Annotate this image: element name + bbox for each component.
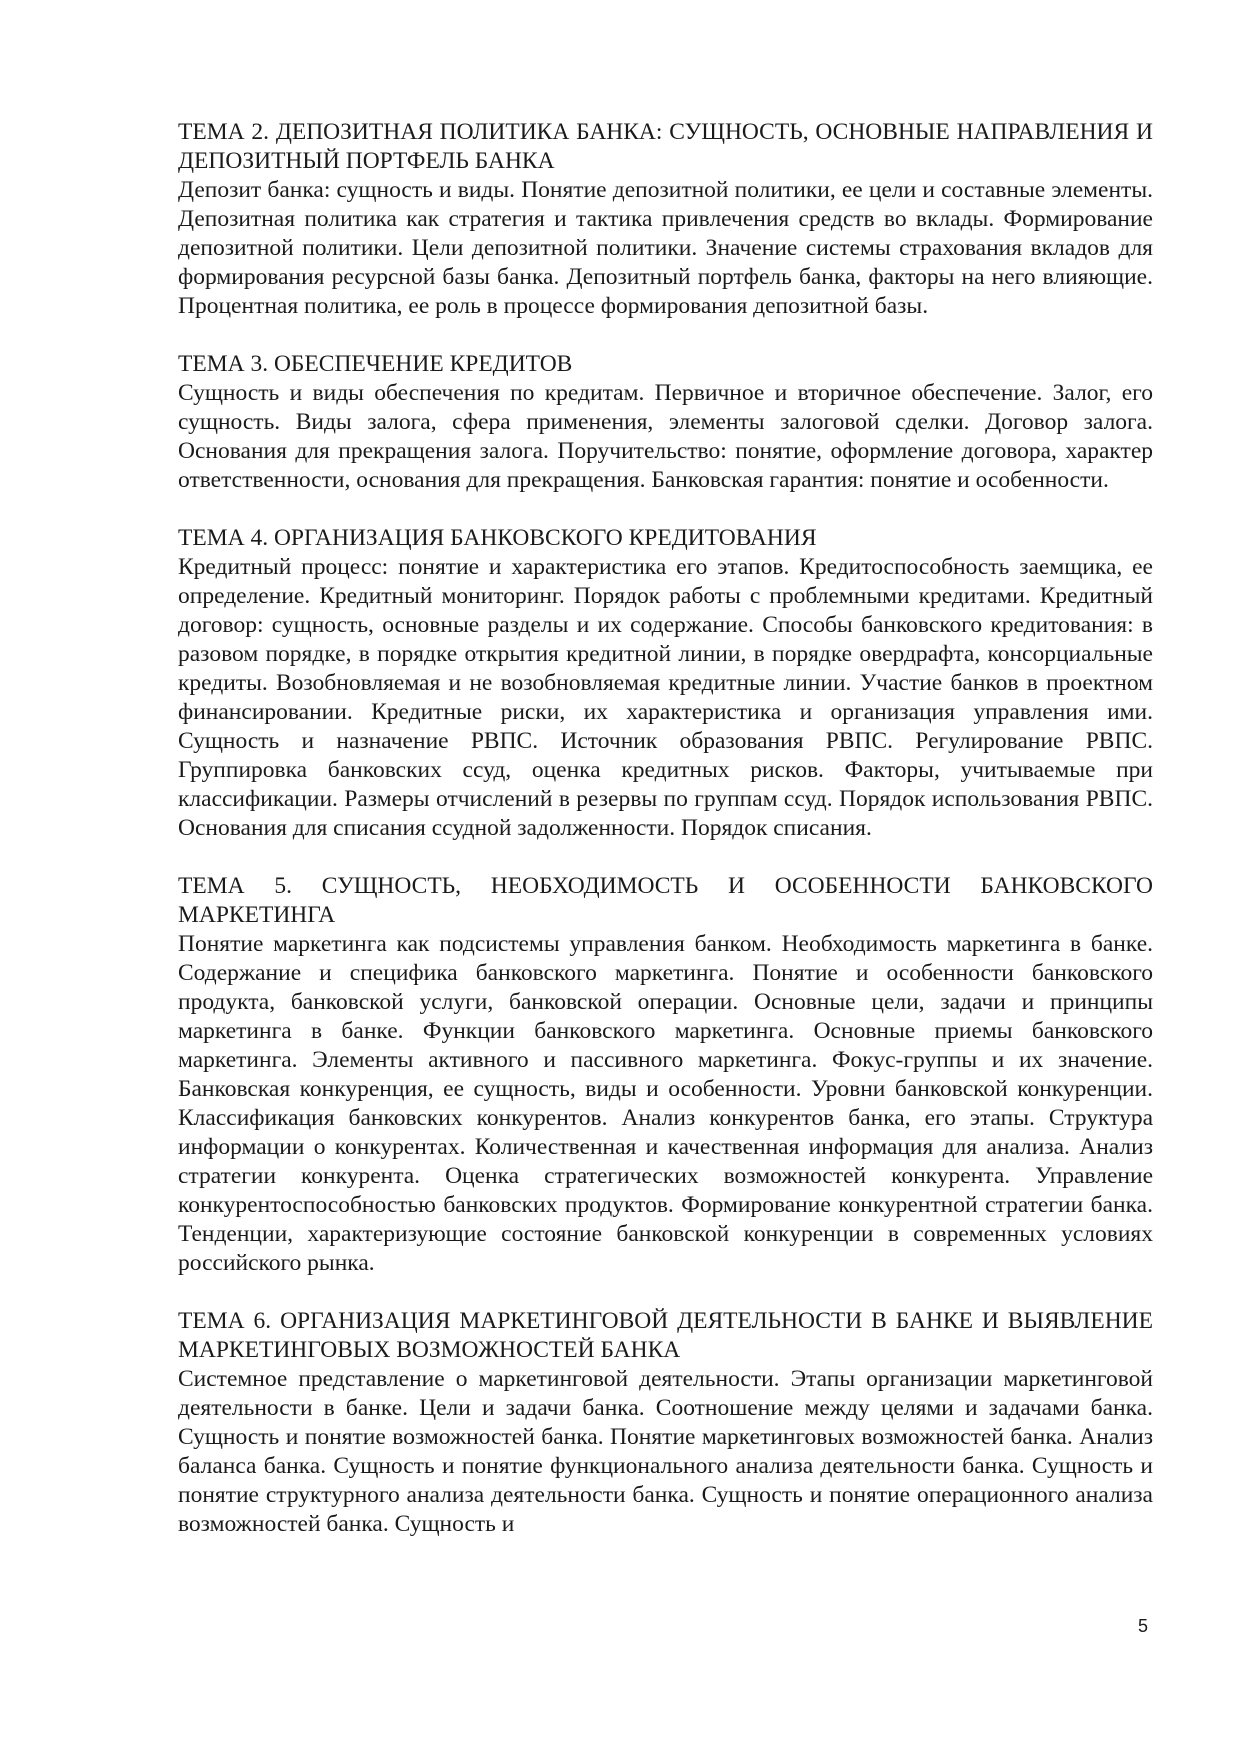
section-tema-3 xyxy=(178,350,1153,495)
section-title: ТЕМА 5. СУЩНОСТЬ, НЕОБХОДИМОСТЬ И ОСОБЕННОСТИ БАНКОВСКОГО МАРКЕТИНГА xyxy=(178,873,1153,928)
section-body: Понятие маркетинга как подсистемы управления банком. Необходимость маркетинга в банке. Содержание и специфика банковского маркетинга. Понятие и особенности банковского продукта, банковской услуги, банковской операции. Основные цели, задачи и принципы маркетинга в банке. Функции банковского маркетинга. Основные приемы банковского маркетинга. Элементы активного и пассивного маркетинга. Фокус-группы и их значение. Банковская конкуренция, ее сущность, виды и особенности. Уровни банковской конкуренции. Классификация банковских конкурентов. Анализ конкурентов банка, его этапы. Структура информации о конкурентах. Количественная и качественная информация для анализа. Анализ стратегии конкурента. Оценка стратегических возможностей конкурента. Управление конкурентоспособностью банковских продуктов. Формирование конкурентной стратегии банка. Тенденции, характеризующие состояние банковской конкуренции в современных условиях российского рынка. xyxy=(178,931,1153,1276)
section-title: ТЕМА 3. ОБЕСПЕЧЕНИЕ КРЕДИТОВ xyxy=(178,351,573,377)
section-tema-5 xyxy=(178,872,1153,1278)
section-title: ТЕМА 4. ОРГАНИЗАЦИЯ БАНКОВСКОГО КРЕДИТОВАНИЯ xyxy=(178,525,817,551)
section-title: ТЕМА 6. ОРГАНИЗАЦИЯ МАРКЕТИНГОВОЙ ДЕЯТЕЛЬНОСТИ В БАНКЕ И ВЫЯВЛЕНИЕ МАРКЕТИНГОВЫХ ВОЗМОЖНОСТЕЙ БАНКА xyxy=(178,1308,1153,1363)
page-number: 5 xyxy=(1138,1616,1149,1636)
document-page xyxy=(178,118,1153,1568)
section-title: ТЕМА 2. ДЕПОЗИТНАЯ ПОЛИТИКА БАНКА: СУЩНОСТЬ, ОСНОВНЫЕ НАПРАВЛЕНИЯ И ДЕПОЗИТНЫЙ ПОРТФЕЛЬ БАНКА xyxy=(178,119,1153,174)
section-body: Сущность и виды обеспечения по кредитам. Первичное и вторичное обеспечение. Залог, его сущность. Виды залога, сфера применения, элементы залоговой сделки. Договор залога. Основания для прекращения залога. Поручительство: понятие, оформление договора, характер ответственности, основания для прекращения. Банковская гарантия: понятие и особенности. xyxy=(178,380,1153,493)
section-body: Кредитный процесс: понятие и характеристика его этапов. Кредитоспособность заемщика, ее определение. Кредитный мониторинг. Порядок работы с проблемными кредитами. Кредитный договор: сущность, основные разделы и их содержание. Способы банковского кредитования: в разовом порядке, в порядке открытия кредитной линии, в порядке овердрафта, консорциальные кредиты. Возобновляемая и не возобновляемая кредитные линии. Участие банков в проектном финансировании. Кредитные риски, их характеристика и организация управления ими. Сущность и назначение РВПС. Источник образования РВПС. Регулирование РВПС. Группировка банковских ссуд, оценка кредитных рисков. Факторы, учитываемые при классификации. Размеры отчислений в резервы по группам ссуд. Порядок использования РВПС. Основания для списания ссудной задолженности. Порядок списания. xyxy=(178,554,1153,841)
section-body: Системное представление о маркетинговой деятельности. Этапы организации маркетинговой деятельности в банке. Цели и задачи банка. Соотношение между целями и задачами банка. Сущность и понятие возможностей банка. Понятие маркетинговых возможностей банка. Анализ баланса банка. Сущность и понятие функционального анализа деятельности банка. Сущность и понятие структурного анализа деятельности банка. Сущность и понятие операционного анализа возможностей банка. Сущность и xyxy=(178,1366,1153,1537)
section-body: Депозит банка: сущность и виды. Понятие депозитной политики, ее цели и составные элементы. Депозитная политика как стратегия и тактика привлечения средств во вклады. Формирование депозитной политики. Цели депозитной политики. Значение системы страхования вкладов для формирования ресурсной базы банка. Депозитный портфель банка, факторы на него влияющие. Процентная политика, ее роль в процессе формирования депозитной базы. xyxy=(178,177,1153,319)
section-tema-2 xyxy=(178,118,1153,321)
section-tema-6 xyxy=(178,1307,1153,1539)
section-tema-4 xyxy=(178,524,1153,843)
